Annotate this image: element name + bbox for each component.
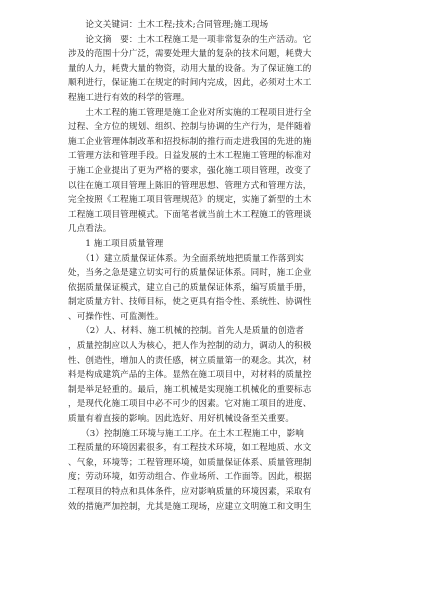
text-line: 几点看法。 [68,224,112,235]
text-line: 程施工进行有效的科学的管理。 [68,92,190,103]
text-line: 完全按照《工程施工项目管理规范》的规定，实施了新型的土木 [68,195,312,206]
text-line: 于施工企业提出了更为严格的要求，强化施工项目管理，改变了 [68,165,312,176]
text-line: 土木工程的施工管理是施工企业对所实施的工程项目进行全 [68,107,312,118]
text-line: 、可操作性、可监测性。 [68,311,164,322]
text-line: 制是举足轻重的。最后，施工机械是实现施工机械化的重要标志 [68,384,312,395]
text-line: （3）控制施工环境与施工工序。在土木工程施工中，影响 [68,428,304,439]
text-line: 工程质量的环境因素很多，有工程技术环境，如工程地质、水文 [68,443,312,454]
text-line: （1）建立质量保证体系。为全面系统地把质量工作落到实 [68,253,304,264]
text-line: 度；劳动环境，如劳动组合、作业场所、工作面等。因此，根据 [68,472,312,483]
text-line: 涉及的范围十分广泛，需要处理大量的复杂的技术问题，耗费大 [68,49,312,60]
text-line: 工程施工项目管理模式。下面笔者就当前土木工程施工的管理谈 [68,209,312,220]
text-line: 效的措施严加控制，尤其是施工现场，应建立文明施工和文明生 [68,501,312,512]
text-line: ，质量控制应以人为核心，把人作为控制的动力，调动人的积极 [68,341,312,352]
text-line: 依据质量保证模式，建立自己的质量保证体系，编写质量手册， [68,282,312,293]
text-line: 过程、全方位的规划、组织、控制与协调的生产行为，是伴随着 [68,122,312,133]
text-line: 性、创造性，增加人的责任感，树立质量第一的观念。其次，材 [68,355,312,366]
text-line: （2）人、材料、施工机械的控制。首先人是质量的创造者 [68,326,304,337]
text-line: 施工企业管理体制改革和招投标制的推行而走进我国的先进的施 [68,136,312,147]
text-line: 以往在施工项目管理上陈旧的管理思想、管理方式和管理方法， [68,180,312,191]
text-line: ，是现代化施工项目中必不可少的因素。它对施工项目的进度、 [68,399,312,410]
text-line: 制定质量方针、技师目标，使之更具有指令性、系统性、协调性 [68,297,312,308]
text-line: 处，当务之急是建立切实可行的质量保证体系。同时，施工企业 [68,268,312,279]
text-line: 顺利进行，保证施工在规定的时间内完成，因此，必须对土木工 [68,78,312,89]
text-line: 、气象，环境等；工程管理环境，如质量保证体系、质量管理制 [68,457,312,468]
text-line: 料是构成建筑产品的主体。显然在施工项目中，对材料的质量控 [68,370,312,381]
text-line: 论文摘 要：土木工程施工是一项非常复杂的生产活动。它 [68,34,312,45]
text-line: 工管理方法和管理手段。日益发展的土木工程施工管理的标准对 [68,151,312,162]
text-line: 量的人力，耗费大量的物资，动用大量的设备。为了保证施工的 [68,63,312,74]
text-line: 论文关键词：土木工程;技术;合同管理;施工现场 [68,20,269,30]
text-line: 工程项目的特点和具体条件，应对影响质量的环境因素，采取有 [68,487,312,497]
text-line: 质量有着直接的影响。因此选好、用好机械设备至关重要。 [68,414,295,425]
text-line: 1 施工项目质量管理 [68,238,164,249]
document-body [68,18,358,514]
